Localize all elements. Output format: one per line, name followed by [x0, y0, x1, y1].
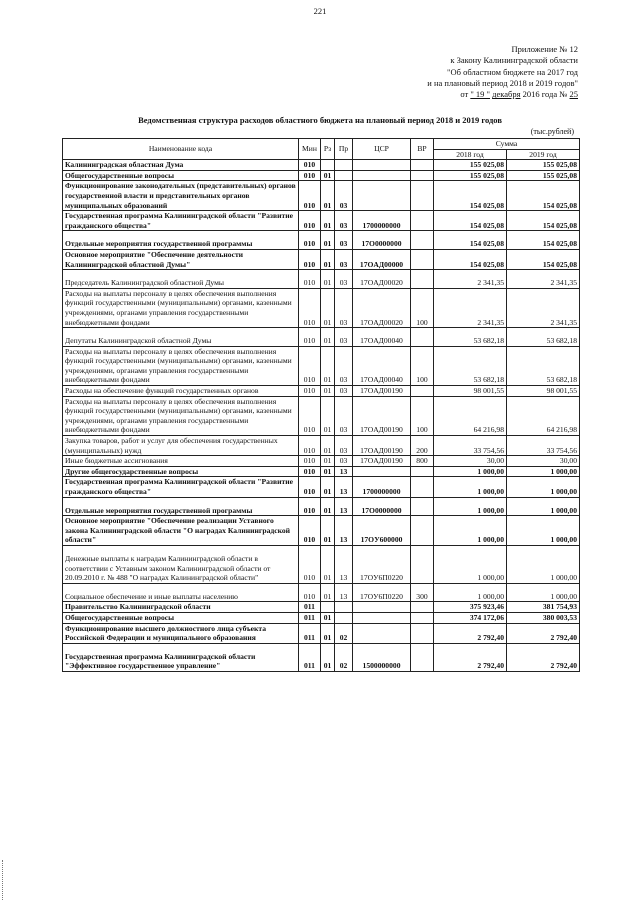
header-min: Мин	[299, 139, 321, 160]
scan-edge-mark	[2, 860, 4, 900]
cell-pr: 13	[335, 583, 353, 602]
table-row	[63, 396, 580, 435]
cell-csr	[353, 170, 411, 181]
table-row	[63, 643, 580, 671]
cell-name: Иные бюджетные ассигнования	[63, 456, 299, 467]
cell-y2018: 2 341,35	[434, 270, 507, 289]
cell-min: 010	[299, 466, 321, 477]
cell-rz: 01	[321, 270, 335, 289]
date-day: " 19 "	[470, 89, 491, 100]
cell-pr	[335, 612, 353, 623]
appendix-date	[427, 89, 578, 100]
cell-name: Государственная программа Калининградской области "Развитие гражданского общества"	[63, 211, 299, 231]
table-row	[63, 545, 580, 583]
cell-csr: 17OАД00020	[353, 288, 411, 327]
cell-min: 011	[299, 623, 321, 643]
table-row	[63, 456, 580, 467]
cell-name: Расходы на выплаты персоналу в целях обеспечения выполнения функций государственными (муниципальными) органами, казенными учреждениями, органами управления государственными внебюджетными фондами	[63, 346, 299, 385]
cell-min: 010	[299, 170, 321, 181]
cell-pr: 03	[335, 211, 353, 231]
cell-y2018: 154 025,08	[434, 181, 507, 211]
cell-min: 010	[299, 386, 321, 397]
cell-y2018: 154 025,08	[434, 231, 507, 250]
table-row	[63, 466, 580, 477]
cell-name: Социальное обеспечение и иные выплаты населению	[63, 583, 299, 602]
cell-min: 010	[299, 516, 321, 546]
cell-csr: 1700000000	[353, 211, 411, 231]
cell-min: 011	[299, 612, 321, 623]
cell-y2018: 2 341,35	[434, 288, 507, 327]
cell-pr: 03	[335, 436, 353, 456]
table-row	[63, 346, 580, 385]
cell-y2018: 2 792,40	[434, 623, 507, 643]
cell-min: 010	[299, 456, 321, 467]
cell-name: Другие общегосударственные вопросы	[63, 466, 299, 477]
cell-vr: 100	[411, 346, 434, 385]
cell-pr: 03	[335, 270, 353, 289]
cell-rz: 01	[321, 583, 335, 602]
table-row	[63, 170, 580, 181]
cell-vr	[411, 477, 434, 497]
cell-pr: 03	[335, 346, 353, 385]
cell-min: 010	[299, 477, 321, 497]
cell-rz: 01	[321, 456, 335, 467]
cell-min: 010	[299, 328, 321, 347]
cell-rz: 01	[321, 477, 335, 497]
page-number: 221	[313, 6, 327, 16]
cell-y2018: 30,00	[434, 456, 507, 467]
table-row	[63, 386, 580, 397]
header-2018: 2018 год	[434, 149, 507, 160]
cell-y2019: 2 341,35	[507, 270, 580, 289]
table-row	[63, 328, 580, 347]
cell-rz: 01	[321, 181, 335, 211]
cell-name: Председатель Калининградской областной Думы	[63, 270, 299, 289]
header-pr: Пр	[335, 139, 353, 160]
cell-rz: 01	[321, 643, 335, 671]
cell-y2018: 154 025,08	[434, 211, 507, 231]
cell-csr	[353, 181, 411, 211]
header-rz: Рз	[321, 139, 335, 160]
cell-name: Закупка товаров, работ и услуг для обеспечения государственных (муниципальных) нужд	[63, 436, 299, 456]
table-row	[63, 231, 580, 250]
cell-y2019: 2 792,40	[507, 623, 580, 643]
cell-pr: 02	[335, 623, 353, 643]
header-2019: 2019 год	[507, 149, 580, 160]
header-csr: ЦСР	[353, 139, 411, 160]
cell-csr: 17OАД00040	[353, 328, 411, 347]
cell-rz: 01	[321, 497, 335, 516]
cell-csr: 17OУ600000	[353, 516, 411, 546]
date-month: декабря	[492, 89, 521, 100]
cell-pr: 13	[335, 497, 353, 516]
header-sum: Сумма	[434, 139, 580, 150]
cell-csr: 17OАД00020	[353, 270, 411, 289]
budget-table	[62, 138, 580, 672]
cell-vr	[411, 170, 434, 181]
table-row	[63, 516, 580, 546]
cell-rz: 01	[321, 346, 335, 385]
cell-y2018: 53 682,18	[434, 328, 507, 347]
cell-y2019: 53 682,18	[507, 346, 580, 385]
cell-vr	[411, 643, 434, 671]
cell-y2018: 1 000,00	[434, 477, 507, 497]
cell-y2019: 380 003,53	[507, 612, 580, 623]
cell-y2018: 64 216,98	[434, 396, 507, 435]
cell-name: Отдельные мероприятия государственной программы	[63, 497, 299, 516]
cell-y2019: 154 025,08	[507, 211, 580, 231]
cell-rz: 01	[321, 516, 335, 546]
table-row	[63, 583, 580, 602]
cell-y2018: 1 000,00	[434, 583, 507, 602]
table-row	[63, 612, 580, 623]
cell-vr: 800	[411, 456, 434, 467]
cell-rz: 01	[321, 386, 335, 397]
cell-csr: 17OАД00190	[353, 386, 411, 397]
cell-vr	[411, 602, 434, 613]
appendix-line: Приложение № 12	[511, 44, 578, 54]
units-label: (тыс.рублей)	[530, 127, 574, 136]
appendix-line: "Об областном бюджете на 2017 год	[447, 66, 578, 77]
header-row	[63, 139, 580, 150]
cell-min: 010	[299, 181, 321, 211]
cell-name: Расходы на выплаты персоналу в целях обеспечения выполнения функций государственными (муниципальными) органами, казенными учреждениями, органами управления государственными внебюджетными фондами	[63, 396, 299, 435]
cell-name: Общегосударственные вопросы	[63, 612, 299, 623]
cell-vr	[411, 497, 434, 516]
cell-pr: 03	[335, 181, 353, 211]
cell-y2018: 33 754,56	[434, 436, 507, 456]
date-prefix: от	[460, 89, 469, 100]
cell-pr: 03	[335, 396, 353, 435]
cell-name: Калининградская областная Дума	[63, 160, 299, 171]
cell-name: Денежные выплаты к наградам Калининградской области в соответствии с Уставным законом Калининградской области от 20.09.2010 г. № 488 "О наградах Калининградской области"	[63, 545, 299, 583]
cell-rz: 01	[321, 612, 335, 623]
cell-vr	[411, 181, 434, 211]
cell-y2019: 64 216,98	[507, 396, 580, 435]
cell-min: 010	[299, 270, 321, 289]
table-row	[63, 436, 580, 456]
cell-csr: 17O0000000	[353, 497, 411, 516]
cell-name: Основное мероприятие "Обеспечение деятельности Калининградской областной Думы"	[63, 249, 299, 269]
cell-pr: 03	[335, 231, 353, 250]
cell-rz: 01	[321, 545, 335, 583]
table-row	[63, 270, 580, 289]
cell-rz: 01	[321, 211, 335, 231]
cell-y2019: 1 000,00	[507, 466, 580, 477]
appendix-block	[427, 44, 578, 100]
date-year: 2016 года №	[522, 89, 568, 100]
cell-rz: 01	[321, 288, 335, 327]
cell-pr: 02	[335, 643, 353, 671]
cell-rz: 01	[321, 231, 335, 250]
cell-name: Функционирование законодательных (представительных) органов государственной власти и представительных органов муниципальных образований	[63, 181, 299, 211]
cell-name: Функционирование высшего должностного лица субъекта Российской Федерации и муниципального образования	[63, 623, 299, 643]
cell-min: 010	[299, 497, 321, 516]
cell-min: 011	[299, 602, 321, 613]
cell-name: Расходы на обеспечение функций государственных органов	[63, 386, 299, 397]
cell-pr: 03	[335, 288, 353, 327]
cell-vr	[411, 545, 434, 583]
cell-y2018: 374 172,06	[434, 612, 507, 623]
cell-y2019: 154 025,08	[507, 231, 580, 250]
table-body	[63, 160, 580, 672]
table-row	[63, 160, 580, 171]
cell-rz: 01	[321, 466, 335, 477]
cell-pr: 13	[335, 466, 353, 477]
cell-name: Расходы на выплаты персоналу в целях обеспечения выполнения функций государственными (муниципальными) органами, казенными учреждениями, органами управления государственными внебюджетными фондами	[63, 288, 299, 327]
cell-y2018: 53 682,18	[434, 346, 507, 385]
cell-vr	[411, 160, 434, 171]
cell-y2019: 1 000,00	[507, 545, 580, 583]
cell-y2018: 1 000,00	[434, 497, 507, 516]
cell-min: 010	[299, 583, 321, 602]
cell-y2019: 155 025,08	[507, 160, 580, 171]
cell-min: 010	[299, 231, 321, 250]
cell-y2019: 53 682,18	[507, 328, 580, 347]
cell-y2019: 1 000,00	[507, 477, 580, 497]
cell-name: Отдельные мероприятия государственной программы	[63, 231, 299, 250]
cell-y2019: 154 025,08	[507, 181, 580, 211]
table-row	[63, 602, 580, 613]
date-number: 25	[569, 89, 578, 100]
cell-min: 010	[299, 249, 321, 269]
cell-pr	[335, 160, 353, 171]
cell-rz	[321, 160, 335, 171]
table-row	[63, 623, 580, 643]
cell-y2018: 155 025,08	[434, 170, 507, 181]
cell-y2018: 155 025,08	[434, 160, 507, 171]
cell-pr: 13	[335, 516, 353, 546]
cell-min: 010	[299, 396, 321, 435]
cell-csr: 17OАД00190	[353, 456, 411, 467]
cell-pr	[335, 170, 353, 181]
cell-y2018: 1 000,00	[434, 516, 507, 546]
cell-rz: 01	[321, 249, 335, 269]
cell-y2019: 30,00	[507, 456, 580, 467]
cell-vr	[411, 612, 434, 623]
cell-csr: 17OАД00190	[353, 396, 411, 435]
cell-csr	[353, 623, 411, 643]
cell-vr	[411, 623, 434, 643]
cell-vr: 200	[411, 436, 434, 456]
cell-csr: 17OАД00190	[353, 436, 411, 456]
cell-name: Правительство Калининградской области	[63, 602, 299, 613]
cell-rz: 01	[321, 170, 335, 181]
cell-y2018: 98 001,55	[434, 386, 507, 397]
cell-y2019: 1 000,00	[507, 583, 580, 602]
cell-csr: 17OУ6П0220	[353, 583, 411, 602]
cell-y2019: 154 025,08	[507, 249, 580, 269]
cell-y2019: 98 001,55	[507, 386, 580, 397]
cell-rz: 01	[321, 396, 335, 435]
cell-csr	[353, 612, 411, 623]
cell-y2019: 381 754,93	[507, 602, 580, 613]
cell-min: 010	[299, 288, 321, 327]
cell-vr	[411, 231, 434, 250]
cell-csr	[353, 602, 411, 613]
cell-min: 010	[299, 545, 321, 583]
cell-csr	[353, 466, 411, 477]
cell-vr	[411, 466, 434, 477]
cell-rz	[321, 602, 335, 613]
cell-y2019: 1 000,00	[507, 497, 580, 516]
cell-vr	[411, 516, 434, 546]
cell-csr: 1500000000	[353, 643, 411, 671]
cell-y2019: 2 792,40	[507, 643, 580, 671]
cell-csr: 1700000000	[353, 477, 411, 497]
table-row	[63, 477, 580, 497]
header-name: Наименование кода	[63, 139, 299, 160]
cell-vr: 100	[411, 396, 434, 435]
cell-y2019: 155 025,08	[507, 170, 580, 181]
table-row	[63, 181, 580, 211]
cell-pr	[335, 602, 353, 613]
cell-vr	[411, 211, 434, 231]
table-row	[63, 249, 580, 269]
cell-name: Общегосударственные вопросы	[63, 170, 299, 181]
cell-vr: 100	[411, 288, 434, 327]
cell-min: 011	[299, 643, 321, 671]
cell-pr: 13	[335, 545, 353, 583]
cell-pr: 03	[335, 249, 353, 269]
table-row	[63, 288, 580, 327]
cell-rz: 01	[321, 436, 335, 456]
appendix-line: к Закону Калининградской области	[450, 55, 578, 66]
cell-rz: 01	[321, 623, 335, 643]
cell-vr	[411, 249, 434, 269]
cell-pr: 03	[335, 328, 353, 347]
cell-csr	[353, 160, 411, 171]
cell-csr: 17OУ6П0220	[353, 545, 411, 583]
document-title: Ведомственная структура расходов областного бюджета на плановый период 2018 и 2019 годов	[138, 115, 502, 125]
cell-y2019: 33 754,56	[507, 436, 580, 456]
cell-vr	[411, 386, 434, 397]
cell-vr	[411, 270, 434, 289]
cell-csr: 17OАД00000	[353, 249, 411, 269]
appendix-line: и на плановый период 2018 и 2019 годов"	[427, 77, 578, 88]
cell-pr: 03	[335, 456, 353, 467]
cell-pr: 13	[335, 477, 353, 497]
cell-y2019: 1 000,00	[507, 516, 580, 546]
cell-min: 010	[299, 211, 321, 231]
cell-csr: 17O0000000	[353, 231, 411, 250]
cell-y2018: 375 923,46	[434, 602, 507, 613]
cell-name: Основное мероприятие "Обеспечение реализации Уставного закона Калининградской области "О наградах Калининградской области"	[63, 516, 299, 546]
cell-name: Государственная программа Калининградской области "Эффективное государственное управление"	[63, 643, 299, 671]
cell-y2018: 1 000,00	[434, 466, 507, 477]
cell-vr	[411, 328, 434, 347]
header-vr: ВР	[411, 139, 434, 160]
cell-y2018: 1 000,00	[434, 545, 507, 583]
cell-pr: 03	[335, 386, 353, 397]
cell-y2018: 2 792,40	[434, 643, 507, 671]
cell-csr: 17OАД00040	[353, 346, 411, 385]
cell-y2018: 154 025,08	[434, 249, 507, 269]
cell-name: Государственная программа Калининградской области "Развитие гражданского общества"	[63, 477, 299, 497]
cell-min: 010	[299, 160, 321, 171]
table-row	[63, 211, 580, 231]
cell-min: 010	[299, 436, 321, 456]
cell-rz: 01	[321, 328, 335, 347]
cell-name: Депутаты Калининградской областной Думы	[63, 328, 299, 347]
cell-y2019: 2 341,35	[507, 288, 580, 327]
cell-vr: 300	[411, 583, 434, 602]
table-row	[63, 497, 580, 516]
cell-min: 010	[299, 346, 321, 385]
